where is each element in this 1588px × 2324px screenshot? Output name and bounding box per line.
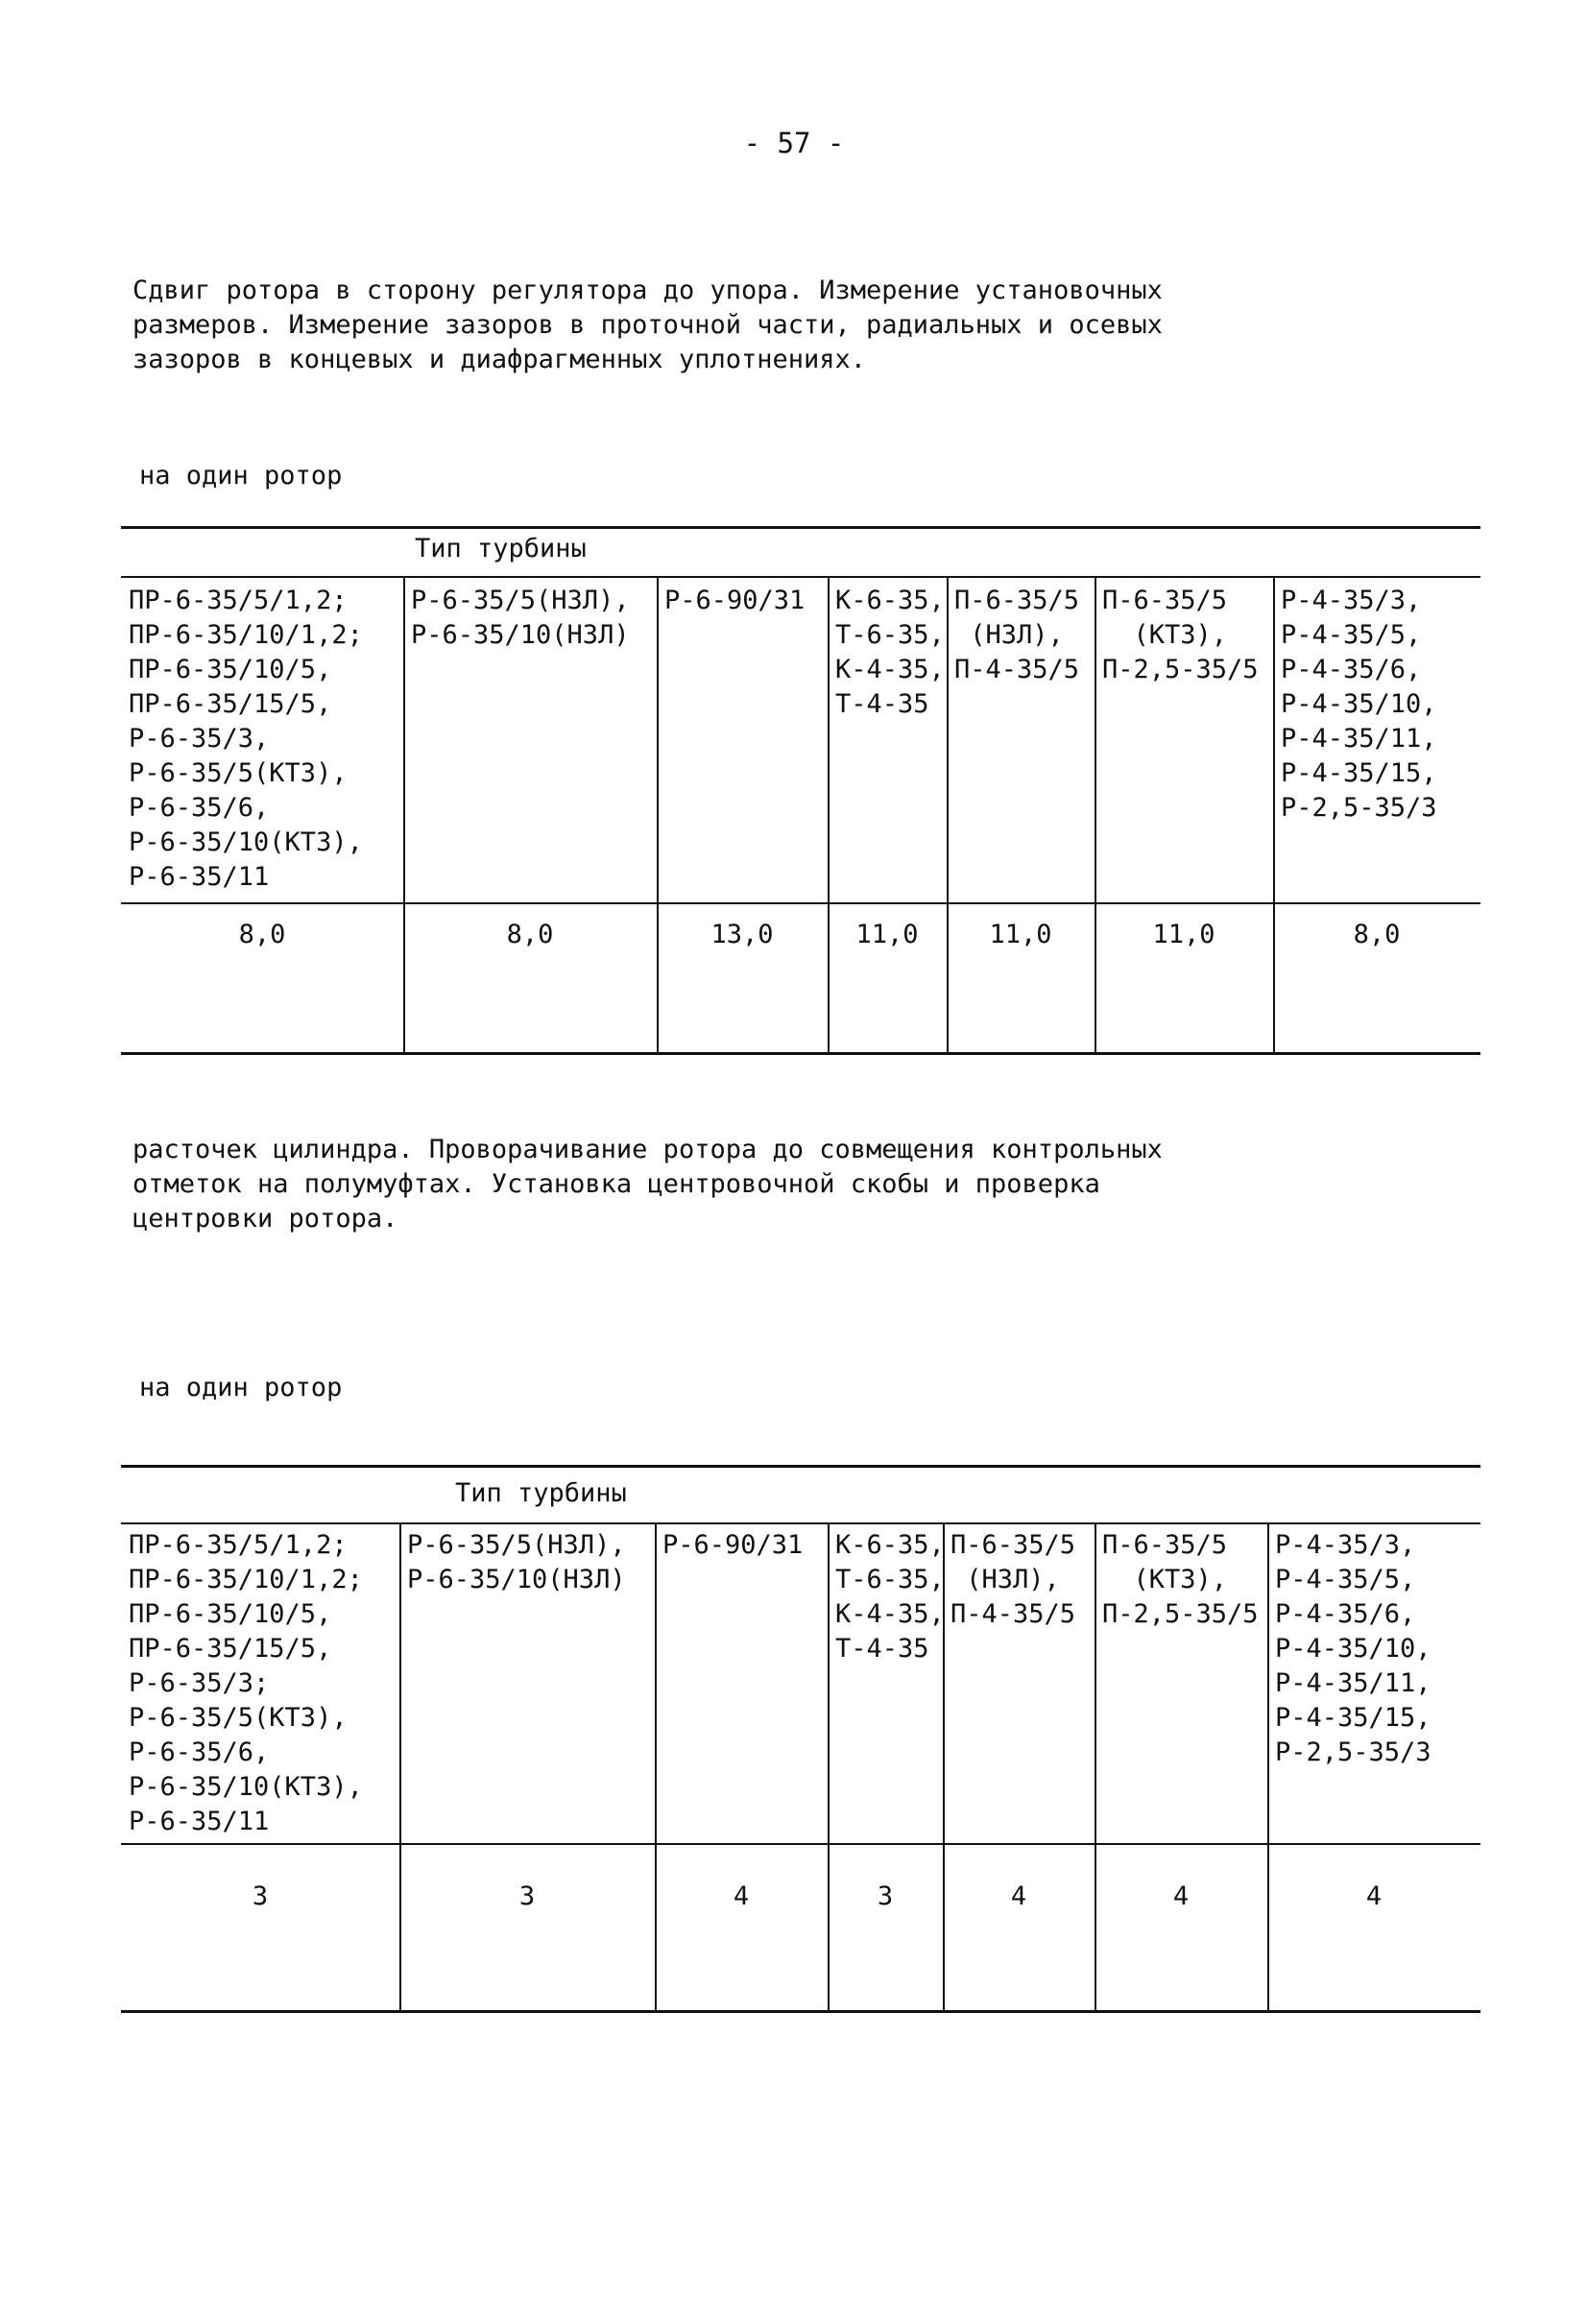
turbine-type: ПР-6-35/5/1,2; — [129, 586, 348, 615]
turbine-type: П-4-35/5 — [954, 655, 1080, 684]
turbine-type: Р-6-35/5(КТЗ), — [129, 1703, 348, 1733]
column-divider — [828, 1522, 830, 2010]
turbine-type: Р-4-35/11, — [1275, 1668, 1432, 1698]
turbine-type: Р-6-35/3; — [129, 1668, 270, 1698]
column-divider — [399, 1522, 401, 2010]
turbine-type-cell — [411, 584, 630, 653]
unit-label-1: на один ротор — [139, 461, 343, 491]
table-header: Тип турбины — [415, 534, 587, 563]
turbine-type: П-6-35/5 — [954, 586, 1080, 615]
norm-value: 3 — [877, 1881, 894, 1911]
turbine-type: Р-4-35/3, — [1275, 1530, 1416, 1560]
norm-value: 8,0 — [506, 920, 554, 949]
table-header: Тип турбины — [455, 1478, 627, 1508]
turbine-type: ПР-6-35/10/5, — [129, 655, 332, 684]
turbine-type: Р-4-35/6, — [1275, 1599, 1416, 1629]
turbine-type-cell — [835, 584, 945, 722]
norm-value: 4 — [1172, 1881, 1190, 1911]
turbine-type: Т-4-35 — [835, 689, 929, 719]
turbine-type: (НЗЛ), — [954, 620, 1064, 650]
turbine-type-cell — [407, 1528, 626, 1597]
turbine-type: Р-6-35/5(НЗЛ), — [411, 586, 630, 615]
turbine-type: Р-6-35/10(КТЗ), — [129, 1772, 363, 1802]
turbine-type: (КТЗ), — [1102, 620, 1228, 650]
norm-value: 4 — [1365, 1881, 1383, 1911]
turbine-type: Р-4-35/5, — [1275, 1565, 1416, 1594]
turbine-type: Р-4-35/10, — [1275, 1634, 1432, 1664]
turbine-table-1 — [121, 526, 1480, 1056]
column-divider — [828, 576, 830, 1052]
turbine-type: ПР-6-35/15/5, — [129, 1634, 332, 1664]
turbine-type: Р-6-35/11 — [129, 1807, 270, 1836]
column-divider — [403, 576, 405, 1052]
turbine-type: Р-6-35/10(КТЗ), — [129, 827, 363, 857]
turbine-type: Р-6-35/10(НЗЛ) — [411, 620, 630, 650]
page-number: - 57 - — [743, 127, 845, 159]
paragraph-1-line: зазоров в концевых и диафрагменных уплотнениях. — [132, 345, 867, 374]
paragraph-1-line: размеров. Измерение зазоров в проточной части, радиальных и осевых — [132, 310, 1163, 340]
column-divider — [1273, 576, 1275, 1052]
turbine-type: ПР-6-35/10/1,2; — [129, 1565, 363, 1594]
norm-value: 8,0 — [238, 920, 286, 949]
paragraph-2-line: отметок на полумуфтах. Установка центровочной скобы и проверка — [132, 1169, 1100, 1199]
unit-label-2: на один ротор — [139, 1373, 343, 1402]
turbine-type: Р-6-35/6, — [129, 1737, 270, 1767]
turbine-type: П-6-35/5 — [950, 1530, 1076, 1560]
turbine-type: Р-6-35/10(НЗЛ) — [407, 1565, 626, 1594]
norm-value: 4 — [1010, 1881, 1027, 1911]
turbine-type: К-4-35, — [835, 1599, 945, 1629]
paragraph-2-line: расточек цилиндра. Проворачивание ротора до совмещения контрольных — [132, 1135, 1163, 1164]
paragraph-1-line: Сдвиг ротора в сторону регулятора до упора. Измерение установочных — [132, 276, 1163, 305]
paragraph-1 — [132, 274, 1208, 377]
turbine-type: К-4-35, — [835, 655, 945, 684]
norm-value: 4 — [733, 1881, 750, 1911]
turbine-type: Р-6-90/31 — [664, 586, 806, 615]
turbine-type: Р-4-35/15, — [1281, 758, 1437, 788]
paragraph-2-line: центровки ротора. — [132, 1204, 398, 1234]
norm-value: 11,0 — [989, 920, 1052, 949]
table-rule — [121, 1522, 1480, 1524]
turbine-type: Р-6-35/6, — [129, 793, 270, 823]
turbine-type: Р-6-90/31 — [662, 1530, 804, 1560]
turbine-type-cell — [835, 1528, 945, 1666]
turbine-type-cell — [950, 1528, 1075, 1632]
column-divider — [1095, 576, 1096, 1052]
column-divider — [657, 576, 659, 1052]
table-rule — [121, 1052, 1480, 1055]
turbine-type: Р-6-35/3, — [129, 724, 270, 754]
column-divider — [947, 576, 949, 1052]
turbine-type: Т-6-35, — [835, 620, 945, 650]
turbine-type: ПР-6-35/10/1,2; — [129, 620, 363, 650]
turbine-type: (КТЗ), — [1102, 1565, 1228, 1594]
turbine-type: К-6-35, — [835, 1530, 945, 1560]
table-rule — [121, 1843, 1480, 1845]
turbine-type: Р-6-35/11 — [129, 862, 270, 892]
turbine-type-cell — [129, 1528, 363, 1839]
norm-value: 11,0 — [855, 920, 919, 949]
column-divider — [1095, 1522, 1096, 2010]
turbine-type: Р-4-35/11, — [1281, 724, 1437, 754]
turbine-type-cell — [664, 584, 805, 618]
paragraph-2 — [132, 1133, 1208, 1236]
table-rule — [121, 526, 1480, 529]
table-rule — [121, 902, 1480, 904]
norm-value: 13,0 — [710, 920, 774, 949]
turbine-type: П-2,5-35/5 — [1102, 655, 1259, 684]
turbine-type: Р-2,5-35/3 — [1281, 793, 1437, 823]
table-rule — [121, 2010, 1480, 2013]
turbine-type-cell — [1102, 1528, 1259, 1632]
turbine-type-cell — [1102, 584, 1259, 687]
turbine-type: Р-4-35/10, — [1281, 689, 1437, 719]
norm-value: 8,0 — [1353, 920, 1401, 949]
turbine-type: Р-6-35/5(НЗЛ), — [407, 1530, 626, 1560]
turbine-type: Р-6-35/5(КТЗ), — [129, 758, 348, 788]
turbine-type-cell — [1275, 1528, 1432, 1770]
turbine-type: (НЗЛ), — [950, 1565, 1060, 1594]
turbine-type: П-2,5-35/5 — [1102, 1599, 1259, 1629]
table-rule — [121, 576, 1480, 578]
norm-value: 3 — [518, 1881, 536, 1911]
turbine-type: К-6-35, — [835, 586, 945, 615]
turbine-type-cell — [129, 584, 363, 895]
turbine-type-cell — [662, 1528, 803, 1563]
column-divider — [655, 1522, 657, 2010]
turbine-table-2 — [121, 1465, 1480, 2014]
turbine-type: Р-4-35/6, — [1281, 655, 1422, 684]
turbine-type: Т-4-35 — [835, 1634, 929, 1664]
turbine-type: Т-6-35, — [835, 1565, 945, 1594]
turbine-type-cell — [954, 584, 1079, 687]
column-divider — [1267, 1522, 1269, 2010]
norm-value: 3 — [252, 1881, 269, 1911]
turbine-type: Р-4-35/15, — [1275, 1703, 1432, 1733]
turbine-type: ПР-6-35/5/1,2; — [129, 1530, 348, 1560]
norm-value: 11,0 — [1152, 920, 1215, 949]
turbine-type: ПР-6-35/15/5, — [129, 689, 332, 719]
turbine-type: Р-4-35/3, — [1281, 586, 1422, 615]
turbine-type: П-6-35/5 — [1102, 586, 1228, 615]
turbine-type: П-4-35/5 — [950, 1599, 1076, 1629]
turbine-type: П-6-35/5 — [1102, 1530, 1228, 1560]
turbine-type-cell — [1281, 584, 1437, 826]
turbine-type: Р-4-35/5, — [1281, 620, 1422, 650]
turbine-type: Р-2,5-35/3 — [1275, 1737, 1432, 1767]
table-rule — [121, 1465, 1480, 1468]
turbine-type: ПР-6-35/10/5, — [129, 1599, 332, 1629]
